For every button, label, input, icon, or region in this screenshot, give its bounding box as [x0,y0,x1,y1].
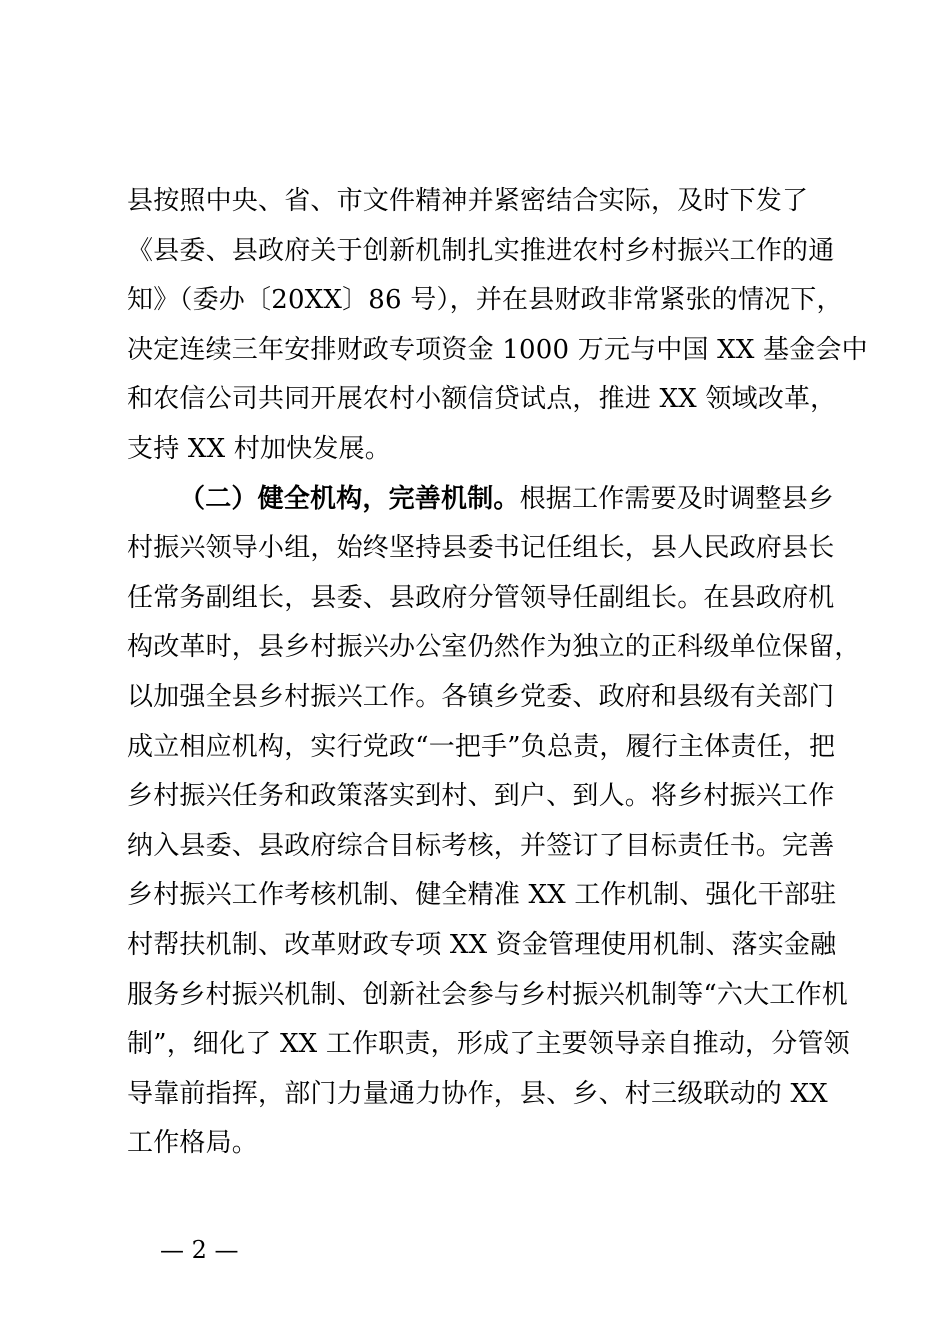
paragraph-line-text: 根据工作需要及时调整县乡 [519,483,835,514]
paragraph-line: 县按照中央、省、市文件精神并紧密结合实际，及时下发了 [127,186,809,216]
paragraph-line: 支持 XX 村加快发展。 [127,433,391,464]
paragraph-line: 村帮扶机制、改革财政专项 XX 资金管理使用机制、落实金融 [127,929,837,960]
paragraph-2 [127,475,861,1169]
paragraph-line: 和农信公司共同开展农村小额信贷试点，推进 XX 领域改革， [127,384,837,415]
paragraph-line: 构改革时，县乡村振兴办公室仍然作为独立的正科级单位保留， [127,632,861,663]
paragraph-line: 《县委、县政府关于创新机制扎实推进农村乡村振兴工作的通 [127,235,835,266]
page-number: — 2 — [160,1236,239,1264]
paragraph-line: 工作格局。 [127,1128,259,1159]
paragraph-line: 纳入县委、县政府综合目标考核，并签订了目标责任书。完善 [127,830,835,861]
paragraph-1 [127,177,868,475]
paragraph-line: 乡村振兴任务和政策落实到村、到户、到人。将乡村振兴工作 [127,781,835,812]
paragraph-first-line [127,475,837,525]
paragraph-line: 任常务副组长，县委、县政府分管领导任副组长。在县政府机 [127,582,835,613]
paragraph-line: 导靠前指挥，部门力量通力协作，县、乡、村三级联动的 XX [127,1078,828,1109]
paragraph-line: 服务乡村振兴机制、创新社会参与乡村振兴机制等“六大工作机 [127,979,848,1010]
paragraph-line: 决定连续三年安排财政专项资金 1000 万元与中国 XX 基金会中 [127,334,868,365]
paragraph-line: 成立相应机构，实行党政“一把手”负总责，履行主体责任，把 [127,731,836,762]
document-body [127,177,868,1169]
paragraph-line: 乡村振兴工作考核机制、健全精准 XX 工作机制、强化干部驻 [127,880,837,911]
paragraph-line: 知》（委办〔20XX〕86 号），并在县财政非常紧张的情况下， [127,285,843,316]
paragraph-line: 村振兴领导小组，始终坚持县委书记任组长，县人民政府县长 [127,533,835,564]
paragraph-line: 制”，细化了 XX 工作职责，形成了主要领导亲自推动，分管领 [127,1029,850,1060]
section-heading: （二）健全机构，完善机制。 [179,483,520,514]
paragraph-line: 以加强全县乡村振兴工作。各镇乡党委、政府和县级有关部门 [127,681,835,712]
